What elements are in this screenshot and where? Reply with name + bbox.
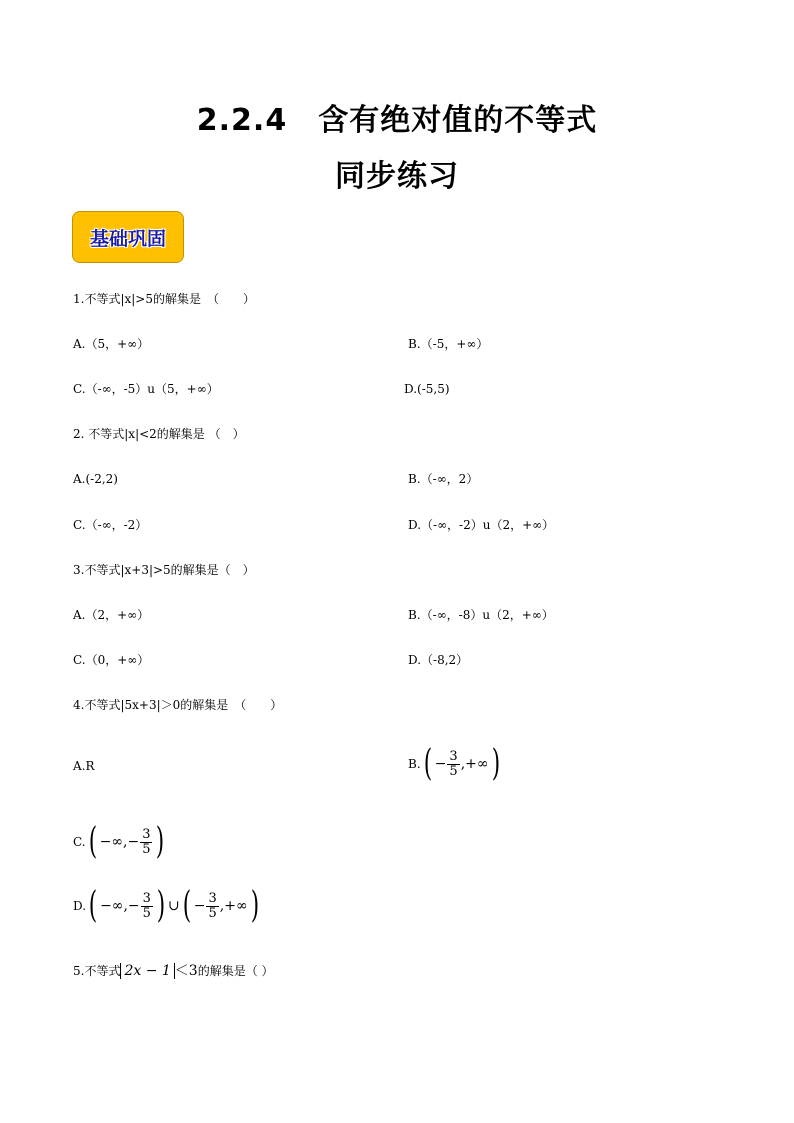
question-4-option-a: A.R — [73, 759, 95, 773]
fraction — [447, 750, 459, 779]
question-3-stem: 3.不等式|x+3|>5的解集是（ ） — [73, 563, 255, 577]
question-2-stem: 2. 不等式|x|<2的解集是 （ ） — [73, 427, 245, 441]
fraction-denominator: 5 — [449, 763, 458, 779]
interval-head: −∞,− — [99, 834, 140, 850]
minus-sign: − — [193, 898, 206, 914]
union-symbol: ∪ — [167, 898, 180, 914]
section-badge — [72, 211, 184, 263]
fraction-numerator: 3 — [142, 890, 151, 906]
option-label: B. — [408, 757, 421, 771]
fraction-numerator: 3 — [449, 748, 458, 764]
interval-tail: ,+∞ — [219, 898, 248, 914]
question-5-stem — [73, 963, 274, 979]
section-badge-label: 基础巩固 — [89, 227, 166, 250]
fraction-numerator: 3 — [208, 890, 217, 906]
absolute-value-expression: 2x − 1 — [120, 963, 174, 979]
question-1-option-c: C.（-∞，-5）u（5，+∞） — [73, 382, 219, 396]
question-5-relation: ＜3 — [174, 963, 198, 979]
fraction-denominator: 5 — [208, 905, 217, 921]
question-2-option-b: B.（-∞，2） — [408, 472, 479, 486]
left-paren: ( — [182, 885, 191, 926]
question-2-option-d: D.（-∞，-2）u（2，+∞） — [408, 518, 555, 532]
question-1-option-a: A.（5，+∞） — [73, 337, 150, 351]
fraction — [206, 892, 218, 921]
page-subtitle: 同步练习 — [335, 159, 459, 194]
question-2-option-c: C.（-∞，-2） — [73, 518, 148, 532]
question-3-option-d: D.（-8,2） — [408, 653, 469, 667]
question-1-option-b: B.（-5，+∞） — [408, 337, 489, 351]
right-paren: ) — [156, 821, 165, 862]
question-3-option-c: C.（0，+∞） — [73, 653, 150, 667]
left-paren: ( — [88, 821, 97, 862]
question-3-option-a: A.（2，+∞） — [73, 608, 150, 622]
fraction — [140, 828, 152, 857]
option-label: C. — [73, 835, 86, 849]
right-paren: ) — [250, 885, 259, 926]
question-4-option-d — [73, 885, 262, 926]
fraction — [141, 892, 153, 921]
question-4-option-b — [408, 743, 503, 784]
left-paren: ( — [88, 885, 98, 926]
minus-sign: − — [434, 756, 447, 772]
left-paren: ( — [423, 743, 432, 784]
interval-head: −∞,− — [100, 898, 140, 914]
right-paren: ) — [156, 885, 166, 926]
page-title: 2.2.4 含有绝对值的不等式 — [196, 103, 598, 138]
question-5-prefix: 5.不等式 — [73, 964, 121, 978]
option-label: D. — [73, 899, 87, 913]
question-5-suffix: 的解集是（ ） — [197, 964, 274, 978]
interval-tail: ,+∞ — [460, 756, 489, 772]
question-4-stem: 4.不等式|5x+3|＞0的解集是 （ ） — [73, 698, 283, 712]
question-2-option-a: A.(-2,2) — [73, 472, 118, 486]
question-1-stem: 1.不等式|x|>5的解集是 （ ） — [73, 292, 255, 306]
question-3-option-b: B.（-∞，-8）u（2，+∞） — [408, 608, 554, 622]
right-paren: ) — [491, 743, 500, 784]
question-1-option-d: D.(-5,5) — [404, 382, 450, 396]
fraction-denominator: 5 — [142, 905, 151, 921]
fraction-numerator: 3 — [142, 826, 151, 842]
question-4-option-c — [73, 821, 168, 862]
fraction-denominator: 5 — [142, 841, 151, 857]
